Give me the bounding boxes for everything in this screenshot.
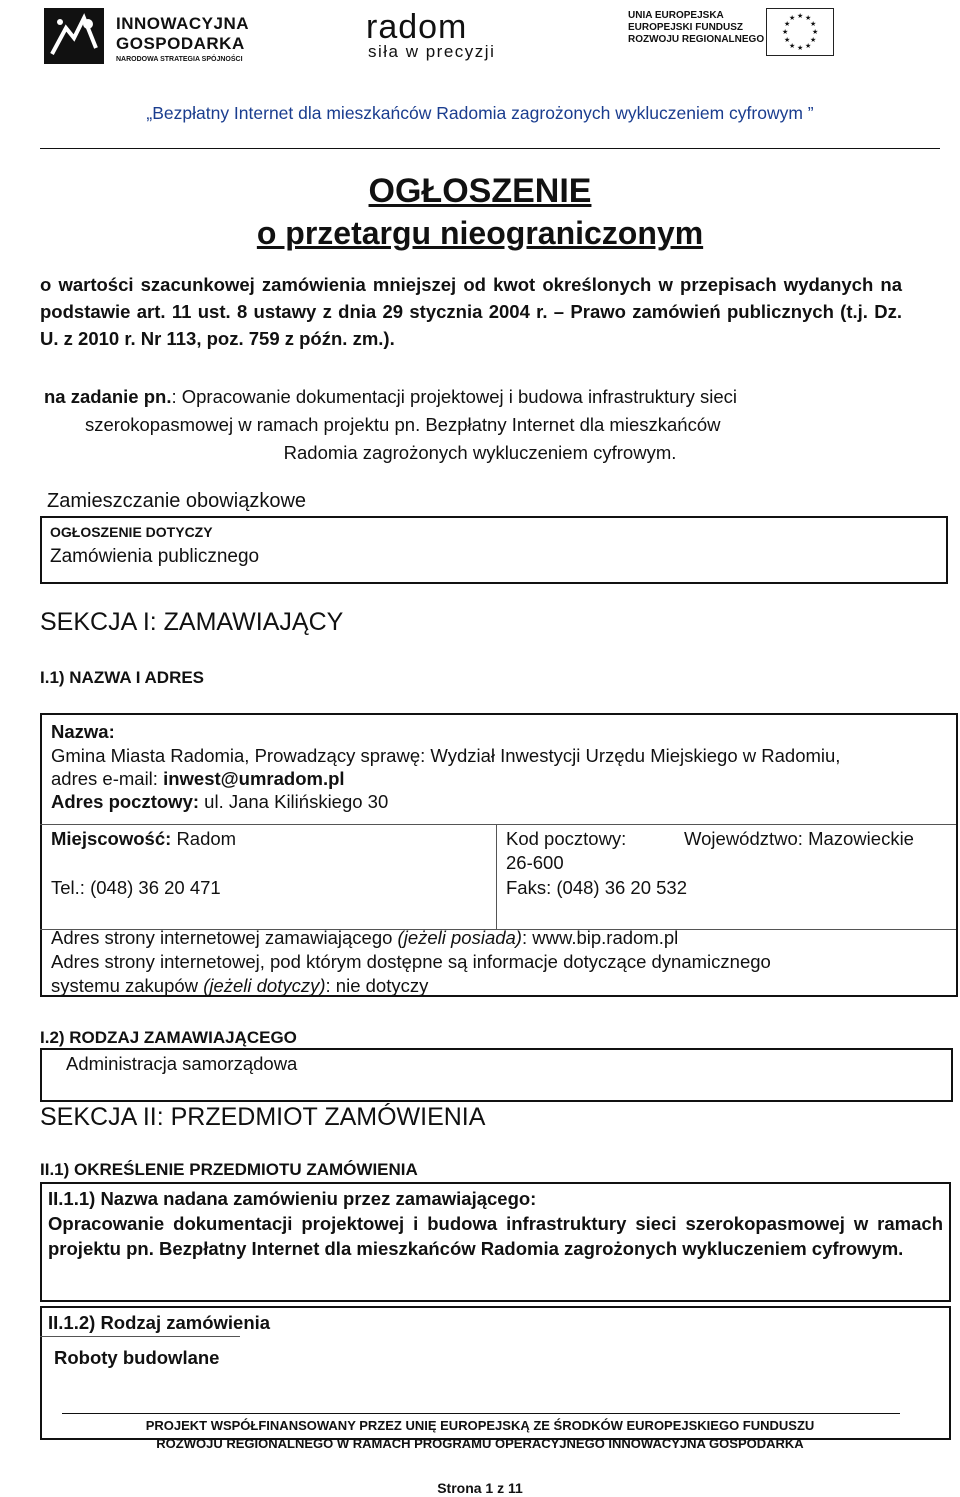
- svg-text:★: ★: [797, 44, 804, 52]
- logo-left-line1: INNOWACYJNA: [116, 14, 250, 33]
- svg-text:★: ★: [789, 42, 796, 50]
- task-line1-text: : Opracowanie dokumentacji projektowej i budowa infrastruktury sieci: [171, 386, 738, 407]
- footer-divider: [62, 1413, 900, 1414]
- dynamic-value: : nie dotyczy: [325, 975, 429, 996]
- www-value[interactable]: : www.bip.radom.pl: [521, 927, 679, 948]
- dynamic-note: (jeżeli dotyczy): [203, 975, 326, 996]
- logo-left-line3: NARODOWA STRATEGIA SPÓJNOŚCI: [116, 56, 243, 63]
- svg-text:★: ★: [782, 28, 789, 36]
- authority-type-box: [40, 1048, 953, 1102]
- dynamic-line2: [51, 974, 428, 998]
- svg-text:★: ★: [789, 14, 796, 22]
- document-title: OGŁOSZENIE: [368, 172, 592, 210]
- tel-line: [51, 876, 221, 900]
- fax-value: Faks: (048) 36 20 532: [506, 877, 687, 898]
- eu-flag-icon: [766, 8, 834, 56]
- svg-text:★: ★: [805, 14, 812, 22]
- innowacyjna-gospodarka-logo: [40, 6, 270, 66]
- section2-sub1-heading: II.1) OKREŚLENIE PRZEDMIOTU ZAMÓWIENIA: [40, 1160, 418, 1179]
- postal-label: Adres pocztowy:: [51, 791, 205, 812]
- city-label: Miejscowość:: [51, 828, 177, 849]
- mandatory-label: Zamieszczanie obowiązkowe: [47, 490, 307, 512]
- address-divider-vertical: [496, 825, 497, 929]
- radom-logo: [366, 8, 536, 60]
- footer-text: [0, 1417, 960, 1453]
- radom-logo-word: radom: [366, 8, 468, 46]
- notice-box: [40, 516, 948, 584]
- section2-heading: SEKCJA II: PRZEDMIOT ZAMÓWIENIA: [40, 1103, 486, 1131]
- contract-name-box: [40, 1182, 951, 1302]
- notice-concerns-value: Zamówienia publicznego: [50, 546, 260, 567]
- project-title: „Bezpłatny Internet dla mieszkańców Radomia zagrożonych wykluczeniem cyfrowym ”: [146, 103, 814, 123]
- zip-label: Kod pocztowy:: [506, 828, 627, 849]
- contract-kind-divider: [40, 1336, 240, 1337]
- section1-sub2-heading: I.2) RODZAJ ZAMAWIAJĄCEGO: [40, 1028, 297, 1047]
- dynamic-line1: Adres strony internetowej, pod którym dostępne są informacje dotyczące dynamicznego: [51, 951, 771, 972]
- logo-left-line2: GOSPODARKA: [116, 34, 245, 53]
- www-line: [51, 926, 678, 950]
- www-note: (jeżeli posiada): [397, 927, 522, 948]
- footer-line1: PROJEKT WSPÓŁFINANSOWANY PRZEZ UNIĘ EUROPEJSKĄ ZE ŚRODKÓW EUROPEJSKIEGO FUNDUSZU: [145, 1418, 815, 1433]
- email-link[interactable]: inwest@umradom.pl: [163, 768, 345, 789]
- svg-text:★: ★: [797, 12, 804, 20]
- email-line: [51, 767, 345, 791]
- footer-line2: ROZWOJU REGIONALNEGO W RAMACH PROGRAMU OPERACYJNEGO INNOWACYJNA GOSPODARKA: [156, 1436, 804, 1451]
- contract-kind-label: II.1.2) Rodzaj zamówienia: [48, 1312, 271, 1333]
- email-label: adres e-mail:: [51, 768, 164, 789]
- radom-logo-tagline: siła w precyzji: [368, 42, 496, 61]
- tel-value: (048) 36 20 471: [90, 877, 221, 898]
- eu-logo-line3: ROZWOJU REGIONALNEGO: [628, 34, 765, 45]
- section1-heading: SEKCJA I: ZAMAWIAJĄCY: [40, 608, 344, 636]
- tel-label: Tel.:: [51, 877, 91, 898]
- eu-logo-line2: EUROPEJSKI FUNDUSZ: [628, 22, 744, 33]
- name-label: Nazwa:: [51, 721, 115, 742]
- city-value: Radom: [176, 828, 237, 849]
- document-subtitle: o przetargu nieograniczonym: [256, 215, 704, 251]
- address-divider-top: [40, 824, 956, 825]
- svg-text:★: ★: [784, 36, 791, 44]
- postal-line: [51, 790, 388, 814]
- svg-text:★: ★: [810, 20, 817, 28]
- voivodeship: Województwo: Mazowieckie: [684, 828, 914, 849]
- svg-text:★: ★: [784, 20, 791, 28]
- contract-kind-value: Roboty budowlane: [54, 1347, 220, 1368]
- intro-paragraph: o wartości szacunkowej zamówienia mniejszej od kwot określonych w przepisach wydanych na podstawie art. 11 ust. 8 ustawy z dnia 29 stycznia 2004 r. – Prawo zamówień publicznych (t.j. Dz. U. z 2010 r. Nr 113, poz. 759 z późn. zm.).: [40, 274, 902, 349]
- task-line3: Radomia zagrożonych wykluczeniem cyfrowym.: [283, 442, 677, 463]
- www-label: Adres strony internetowej zamawiającego: [51, 927, 398, 948]
- notice-concerns-label: OGŁOSZENIE DOTYCZY: [50, 524, 213, 540]
- name-value: Gmina Miasta Radomia, Prowadzący sprawę: Wydział Inwestycji Urzędu Miejskiego w Radomiu,: [51, 745, 841, 766]
- header-divider: [40, 148, 940, 149]
- svg-text:★: ★: [812, 28, 819, 36]
- section1-sub1-heading: I.1) NAZWA I ADRES: [40, 668, 205, 687]
- task-label: na zadanie pn.: [44, 386, 172, 407]
- dynamic-label: systemu zakupów: [51, 975, 204, 996]
- logo-emblem-icon: [44, 8, 104, 64]
- svg-text:★: ★: [805, 42, 812, 50]
- contract-name-label: II.1.1) Nazwa nadana zamówieniu przez zamawiającego:: [48, 1188, 537, 1209]
- task-line1: [44, 383, 737, 411]
- address-box: [40, 713, 958, 997]
- zip-value: 26-600: [506, 852, 564, 873]
- page-number: Strona 1 z 11: [437, 1480, 523, 1496]
- svg-text:★: ★: [810, 36, 817, 44]
- city-line: [51, 827, 236, 851]
- authority-type-value: Administracja samorządowa: [66, 1053, 298, 1074]
- eu-logo-line1: UNIA EUROPEJSKA: [628, 10, 724, 21]
- task-line2: szerokopasmowej w ramach projektu pn. Bezpłatny Internet dla mieszkańców: [85, 414, 721, 435]
- contract-name-value: Opracowanie dokumentacji projektowej i budowa infrastruktury sieci szerokopasmowej w ramach projektu pn. Bezpłatny Internet dla mieszkańców Radomia zagrożonych wykluczeniem cyfrowym.: [48, 1213, 943, 1259]
- postal-value: ul. Jana Kilińskiego 30: [204, 791, 389, 812]
